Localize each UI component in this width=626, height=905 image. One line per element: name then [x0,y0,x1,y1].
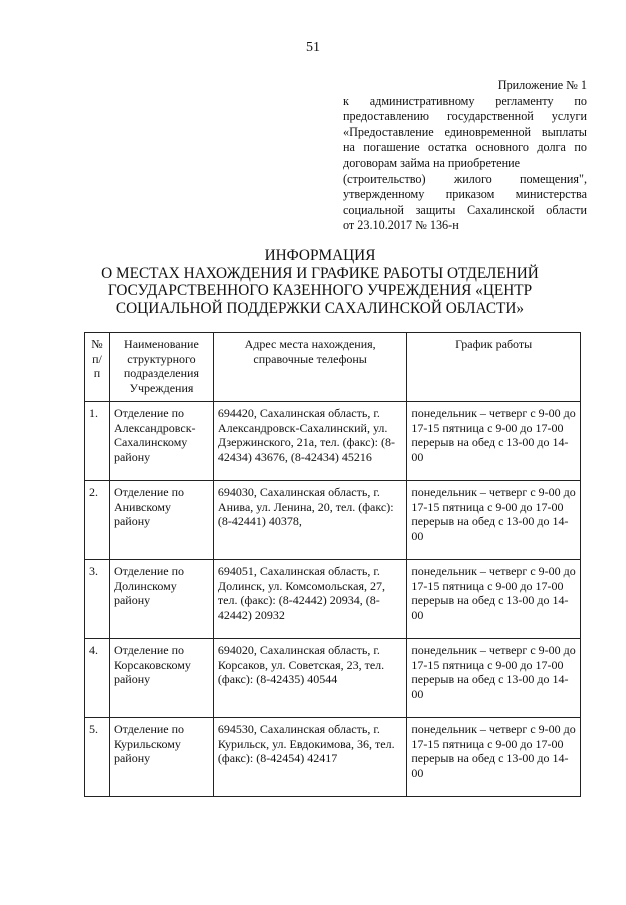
appendix-line: (строительство) жилого помещения", [343,171,587,186]
row-num: 2. [85,481,110,560]
row-name: Отделение по Долинскому району [109,560,213,639]
departments-table [84,332,581,797]
row-address: 694020, Сахалинская область, г. Корсаков, ул. Советская, 23, тел. (факс): (8-42435) 40544 [213,639,406,718]
row-name: Отделение по Александровск-Сахалинскому району [109,402,213,481]
row-num: 3. [85,560,110,639]
table-header-row [85,333,581,402]
heading-line: СОЦИАЛЬНОЙ ПОДДЕРЖКИ САХАЛИНСКОЙ ОБЛАСТИ» [115,299,525,317]
table-row [85,402,581,481]
row-name: Отделение по Анивскому району [109,481,213,560]
row-name: Отделение по Корсаковскому району [109,639,213,718]
table-row [85,481,581,560]
row-num: 5. [85,718,110,797]
row-num: 1. [85,402,110,481]
row-schedule: понедельник – четверг с 9-00 до 17-15 пятница с 9-00 до 17-00 перерыв на обед с 13-00 до 14-00 [407,560,581,639]
table-row [85,560,581,639]
row-address: 694030, Сахалинская область, г. Анива, ул. Ленина, 20, тел. (факс): (8-42441) 40378, [213,481,406,560]
row-schedule: понедельник – четверг с 9-00 до 17-15 пятница с 9-00 до 17-00 перерыв на обед с 13-00 до 14-00 [407,639,581,718]
document-heading [80,247,560,317]
header-num: № п/п [85,333,110,402]
row-address: 694420, Сахалинская область, г. Александровск-Сахалинский, ул. Дзержинского, 21а, тел. (факс): (8-42434) 43676, (8-42434) 45216 [213,402,406,481]
row-schedule: понедельник – четверг с 9-00 до 17-15 пятница с 9-00 до 17-00 перерыв на обед с 13-00 до 14-00 [407,402,581,481]
table-row [85,639,581,718]
table-row [85,718,581,797]
appendix-title: Приложение № 1 [497,78,587,92]
appendix-line: на погашение остатка основного долга по [343,140,587,155]
row-name: Отделение по Курильскому району [109,718,213,797]
heading-line: ГОСУДАРСТВЕННОГО КАЗЕННОГО УЧРЕЖДЕНИЯ «ЦЕНТР [107,282,533,299]
heading-line: ИНФОРМАЦИЯ [264,247,376,264]
heading-line: О МЕСТАХ НАХОЖДЕНИЯ И ГРАФИКЕ РАБОТЫ ОТДЕЛЕНИЙ [101,264,539,282]
row-address: 694530, Сахалинская область, г. Курильск, ул. Евдокимова, 36, тел. (факс): (8-42454) 42417 [213,718,406,797]
appendix-line: утвержденному приказом министерства [343,187,587,202]
appendix-line: социальной защиты Сахалинской области [343,202,587,217]
appendix-line: от 23.10.2017 № 136-н [343,218,459,233]
row-schedule: понедельник – четверг с 9-00 до 17-15 пятница с 9-00 до 17-00 перерыв на обед с 13-00 до 14-00 [407,718,581,797]
appendix-block [343,78,587,234]
row-schedule: понедельник – четверг с 9-00 до 17-15 пятница с 9-00 до 17-00 перерыв на обед с 13-00 до 14-00 [407,481,581,560]
appendix-line: договорам займа на приобретение [343,155,521,170]
appendix-line: предоставлению государственной услуги [343,109,587,124]
appendix-line: «Предоставление единовременной выплаты [343,124,587,139]
row-num: 4. [85,639,110,718]
header-address: Адрес места нахождения, справочные телефоны [213,333,406,402]
page-number: 51 [306,40,320,55]
header-name: Наименование структурного подразделения Учреждения [109,333,213,402]
row-address: 694051, Сахалинская область, г. Долинск, ул. Комсомольская, 27, тел. (факс): (8-42442) 20934, (8-42442) 20932 [213,560,406,639]
appendix-line: к административному регламенту по [343,93,587,108]
header-schedule: График работы [407,333,581,402]
